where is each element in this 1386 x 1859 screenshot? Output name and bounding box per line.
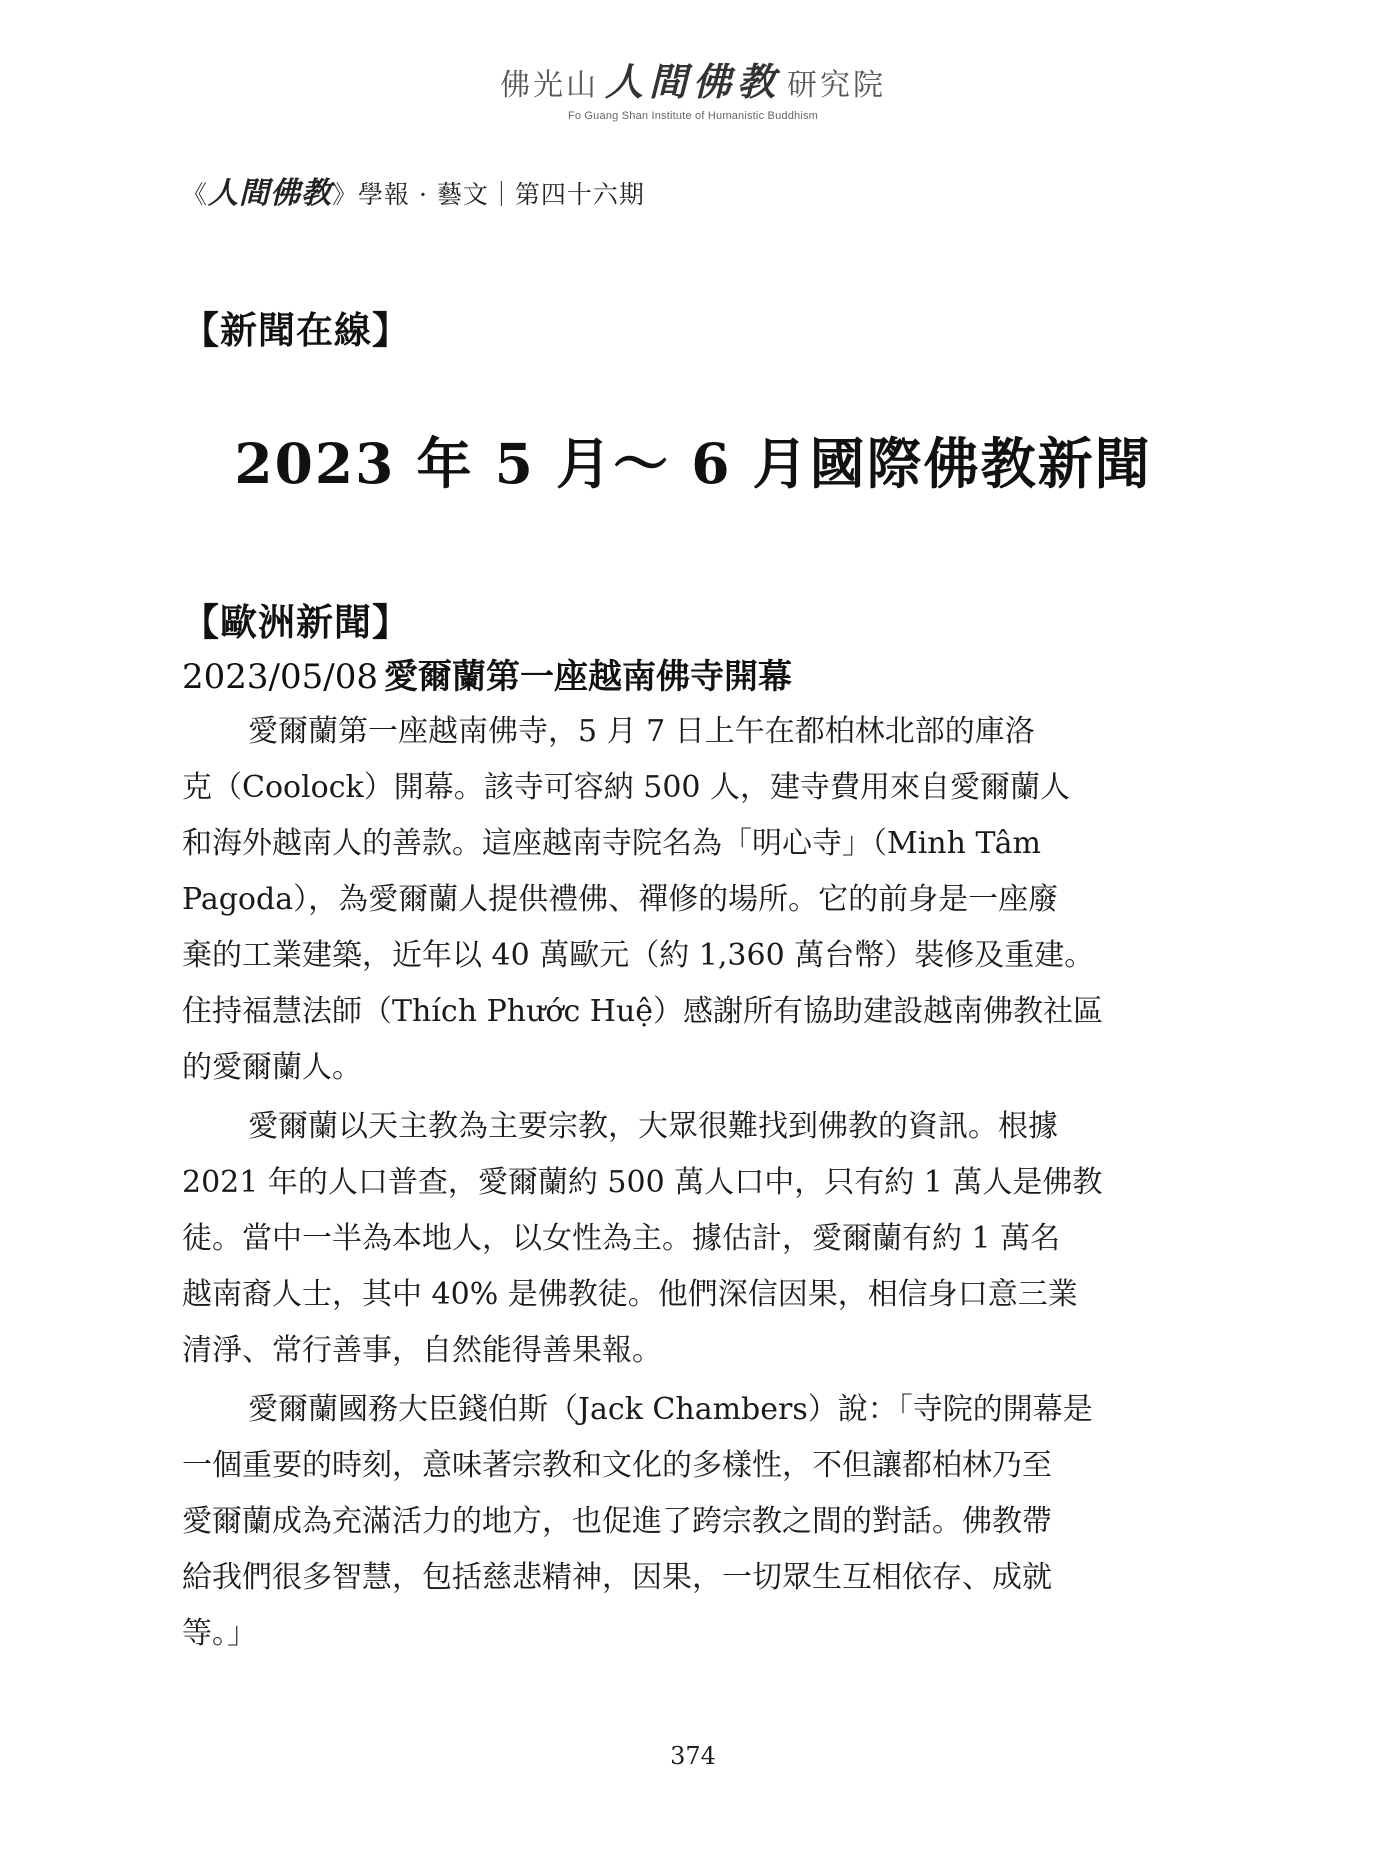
text-line: 和海外越南人的善款。這座越南寺院名為「明心寺」（Minh Tâm xyxy=(182,826,1041,861)
text-line: 等。」 xyxy=(182,1616,257,1651)
article-heading xyxy=(182,649,792,698)
text-line: 給我們很多智慧，包括慈悲精神，因果，一切眾生互相依存、成就 xyxy=(182,1560,1052,1595)
institute-suffix: 研究院 xyxy=(787,68,886,103)
institute-english-name: Fo Guang Shan Institute of Humanistic Buddhism xyxy=(567,110,819,122)
brand-logotype: 人間佛教 xyxy=(604,59,781,104)
article-title: 愛爾蘭第一座越南佛寺開幕 xyxy=(383,657,792,697)
text-line: 克（Coolock）開幕。該寺可容納 500 人，建寺費用來自愛爾蘭人 xyxy=(182,770,1071,805)
article-date: 2023/05/08 xyxy=(182,657,378,697)
institute-name xyxy=(0,59,1386,106)
running-head xyxy=(182,168,645,212)
text-line: 住持福慧法師（Thích Phước Huệ）感謝所有協助建設越南佛教社區 xyxy=(182,994,1104,1029)
text-line: 愛爾蘭成為充滿活力的地方，也促進了跨宗教之間的對話。佛教帶 xyxy=(182,1504,1052,1539)
text-line: 愛爾蘭國務大臣錢伯斯（Jack Chambers）說：「寺院的開幕是 xyxy=(248,1392,1093,1427)
region-tag: 【歐洲新聞】 xyxy=(182,600,410,644)
text-line: 的愛爾蘭人。 xyxy=(182,1050,362,1085)
text-line: 2021 年的人口普查，愛爾蘭約 500 萬人口中，只有約 1 萬人是佛教 xyxy=(182,1165,1103,1200)
paragraph xyxy=(182,1099,1174,1379)
text-line: 徒。當中一半為本地人，以女性為主。據估計，愛爾蘭有約 1 萬名 xyxy=(182,1221,1061,1256)
text-line: 愛爾蘭以天主教為主要宗教，大眾很難找到佛教的資訊。根據 xyxy=(248,1109,1058,1144)
text-line: 一個重要的時刻，意味著宗教和文化的多樣性，不但讓都柏林乃至 xyxy=(182,1448,1052,1483)
article-body xyxy=(182,704,1174,1665)
running-head-rest: 》學報 · 藝文｜第四十六期 xyxy=(332,180,645,209)
text-line: 清淨、常行善事，自然能得善果報。 xyxy=(182,1333,662,1368)
text-line: Pagoda），為愛爾蘭人提供禮佛、禪修的場所。它的前身是一座廢 xyxy=(182,882,1059,917)
paragraph xyxy=(182,704,1174,1096)
running-head-brand: 人間佛教 xyxy=(208,176,333,211)
masthead xyxy=(0,59,1386,122)
text-line: 棄的工業建築，近年以 40 萬歐元（約 1,360 萬台幣）裝修及重建。 xyxy=(182,938,1095,973)
institute-prefix: 佛光山 xyxy=(499,68,599,103)
paragraph xyxy=(182,1382,1174,1662)
page-title: 2023 年 5 月～ 6 月國際佛教新聞 xyxy=(234,431,1152,496)
page-number: 374 xyxy=(670,1742,716,1770)
text-line: 越南裔人士，其中 40% 是佛教徒。他們深信因果，相信身口意三業 xyxy=(182,1277,1078,1312)
section-tag: 【新聞在線】 xyxy=(182,308,410,352)
text-line: 愛爾蘭第一座越南佛寺，5 月 7 日上午在都柏林北部的庫洛 xyxy=(248,714,1035,749)
running-head-open: 《 xyxy=(182,180,209,209)
